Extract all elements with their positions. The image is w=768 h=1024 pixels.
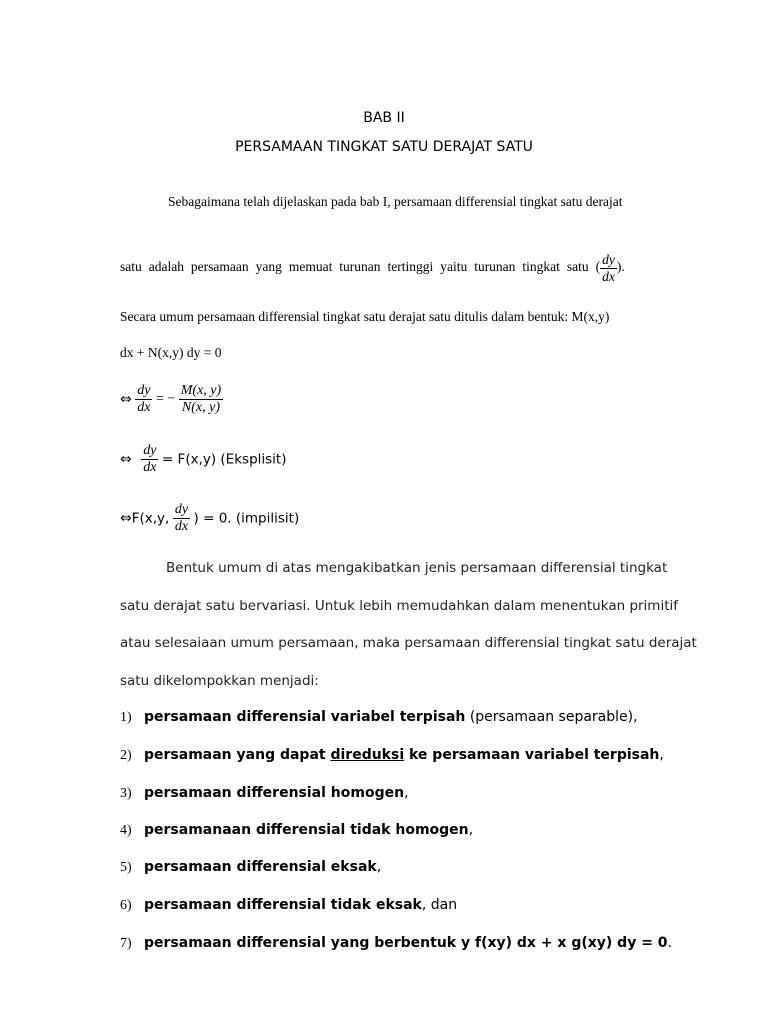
list-item <box>120 822 473 839</box>
list-item-bold: persamaan differensial eksak <box>144 859 377 875</box>
paragraph-line-1: Bentuk umum di atas mengakibatkan jenis persamaan differensial tingkat <box>166 560 668 576</box>
fraction-denominator: N(x, y) <box>181 400 220 415</box>
list-item-rest: , <box>404 785 409 801</box>
eq2-rest: = F(x,y) (Eksplisit) <box>161 451 287 468</box>
fraction-numerator: dy <box>143 443 157 458</box>
fraction-denominator: dx <box>143 460 157 475</box>
list-item-rest: , <box>376 859 382 875</box>
eq3-rest: ) = 0. (impilisit) <box>193 510 300 527</box>
list-number: 7) <box>120 936 132 951</box>
equivalence-symbol: ⇔ <box>120 451 132 468</box>
list-number: 4) <box>120 823 132 838</box>
eq3-fraction <box>173 502 190 535</box>
equivalence-symbol: ⇔ <box>120 391 132 408</box>
list-item-rest: , <box>468 822 474 838</box>
list-item-bold: persamaan differensial yang berbentuk y f(xy) dx + x g(xy) dy = 0 <box>144 935 668 951</box>
intro-line-2-text: satu adalah persamaan yang memuat turunan tertinggi yaitu turunan tingkat satu ( <box>120 259 601 274</box>
list-number: 1) <box>120 710 132 725</box>
fraction-numerator: dy <box>602 252 615 267</box>
fraction-numerator: dy <box>137 383 151 398</box>
paragraph-line-4: satu dikelompokkan menjadi: <box>120 673 319 689</box>
fraction-denominator: dx <box>137 400 151 415</box>
intro-line-1: Sebagaimana telah dijelaskan pada bab I, persamaan differensial tingkat satu derajat <box>168 194 623 209</box>
list-item-rest: (persamaan separable), <box>465 709 638 725</box>
list-number: 3) <box>120 786 132 801</box>
list-item-bold: persamaan differensial tidak eksak <box>144 897 422 913</box>
eq1-right-fraction <box>179 383 223 416</box>
equation-1 <box>120 383 223 416</box>
eq1-middle: = − <box>155 391 176 407</box>
list-item-underlined: direduksi <box>330 747 405 763</box>
chapter-title: PERSAMAAN TINGKAT SATU DERAJAT SATU <box>235 139 533 155</box>
list-item-bold: persamaan yang dapat <box>144 747 331 763</box>
list-number: 2) <box>120 748 132 763</box>
list-item <box>120 709 638 726</box>
intro-line-3: Secara umum persamaan differensial tingkat satu derajat satu ditulis dalam bentuk: M(x,y) <box>120 309 610 324</box>
derivative-fraction <box>600 252 617 285</box>
list-number: 5) <box>120 860 132 875</box>
list-item-bold: persamaan differensial homogen <box>144 785 405 801</box>
list-item-bold: persamanaan differensial tidak homogen <box>144 822 469 838</box>
fraction-denominator: dx <box>174 519 189 534</box>
list-item <box>120 785 409 802</box>
list-item <box>120 897 457 914</box>
paragraph-line-2: satu derajat satu bervariasi. Untuk lebih memudahkan dalam menentukan primitif <box>120 598 679 614</box>
list-item <box>120 747 664 764</box>
fraction-numerator: M(x, y) <box>180 383 222 398</box>
list-item-bold: ke persamaan variabel terpisah <box>404 747 660 763</box>
paragraph-line-3: atau selesaiaan umum persamaan, maka persamaan differensial tingkat satu derajat <box>120 635 697 651</box>
fraction-numerator: dy <box>174 502 189 517</box>
eq3-start: F(x,y, <box>131 510 170 527</box>
intro-line-4: dx + N(x,y) dy = 0 <box>120 345 222 360</box>
list-number: 6) <box>120 898 132 913</box>
equivalence-symbol: ⇔ <box>120 510 132 527</box>
list-item-bold: persamaan differensial variabel terpisah <box>144 709 466 725</box>
chapter-label: BAB II <box>363 110 405 126</box>
intro-line-2 <box>120 252 625 285</box>
list-item-rest: . <box>667 935 673 951</box>
list-item <box>120 935 672 952</box>
eq1-left-fraction <box>135 383 152 416</box>
list-item <box>120 859 381 876</box>
equation-3 <box>120 502 299 535</box>
equation-2 <box>120 443 286 476</box>
eq2-fraction <box>141 443 158 476</box>
list-item-rest: , dan <box>421 897 458 913</box>
intro-line-2-end: ). <box>616 259 625 274</box>
list-item-rest: , <box>659 747 664 763</box>
fraction-denominator: dx <box>602 269 615 284</box>
